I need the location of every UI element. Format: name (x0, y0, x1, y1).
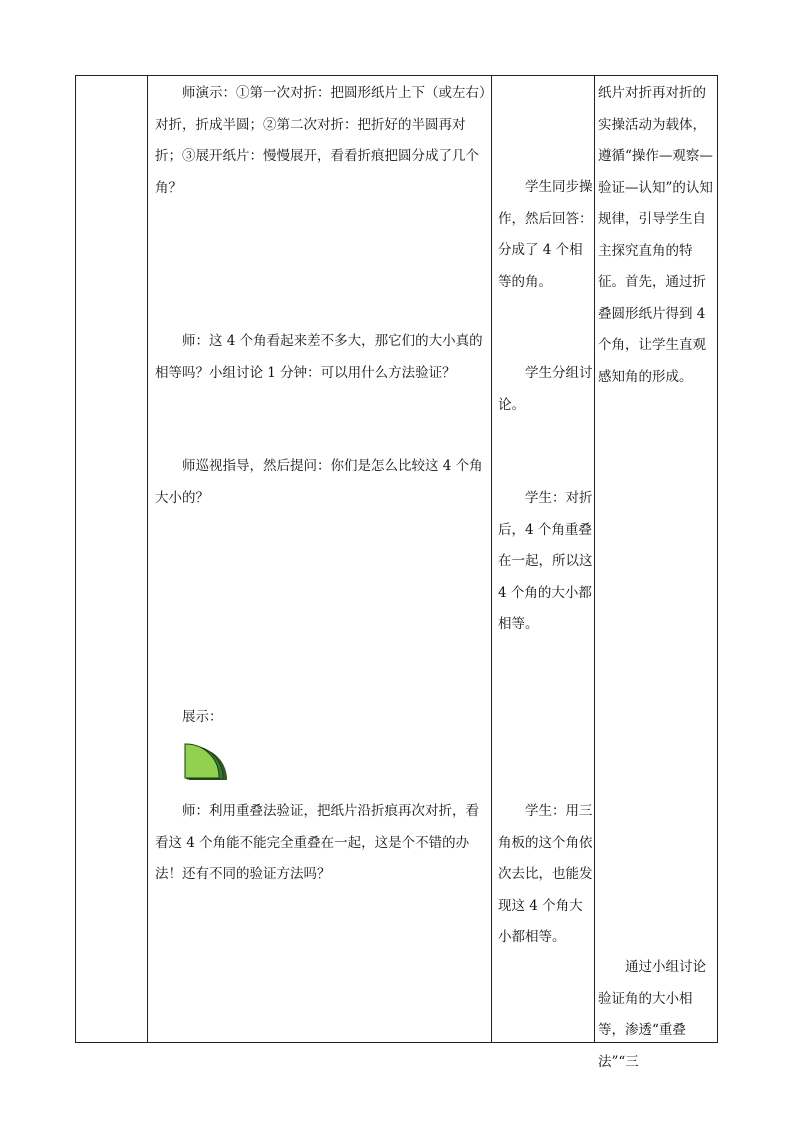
column-divider (147, 76, 148, 1042)
lesson-table (75, 75, 718, 1070)
teacher-question-text: 师：这 4 个角看起来差不多大，那它们的大小真的相等吗？小组讨论 1 分钟：可以用什么方法验证？ (155, 333, 483, 381)
column-divider (594, 76, 595, 1042)
folded-paper-icon (183, 742, 231, 782)
design-intent-2: 通过小组讨论验证角的大小相等，渗透“重叠法”“三 (598, 959, 706, 1070)
show-label: 展示： (182, 709, 223, 725)
teacher-overlap-text: 师：利用重叠法验证，把纸片沿折痕再次对折，看看这 4 个角能不能完全重叠在一起，这是个不错的办法！还有不同的验证方法吗？ (155, 803, 479, 882)
teacher-tour-text: 师巡视指导，然后提问：你们是怎么比较这 4 个角大小的？ (155, 458, 483, 506)
student-response-4: 学生：用三角板的这个角依次去比，也能发现这 4 个角大小都相等。 (498, 803, 593, 945)
student-response-2: 学生分组讨论。 (498, 365, 593, 413)
design-intent-1: 纸片对折再对折的实操活动为载体，遵循“操作—观察—验证—认知”的认知规律，引导学生自主探究直角的特征。首先，通过折叠圆形纸片得到 4 个角，让学生直观感知角的形成。 (598, 85, 713, 385)
teacher-demo-text: 师演示：①第一次对折：把圆形纸片上下（或左右）对折，折成半圆；②第二次对折：把折好的半圆再对折；③展开纸片：慢慢展开，看看折痕把圆分成了几个角？ (155, 85, 486, 196)
student-response-3: 学生：对折后，4 个角重叠在一起，所以这 4 个角的大小都相等。 (498, 490, 593, 632)
student-response-1: 学生同步操作，然后回答：分成了 4 个相等的角。 (498, 179, 593, 290)
column-divider (491, 76, 492, 1042)
